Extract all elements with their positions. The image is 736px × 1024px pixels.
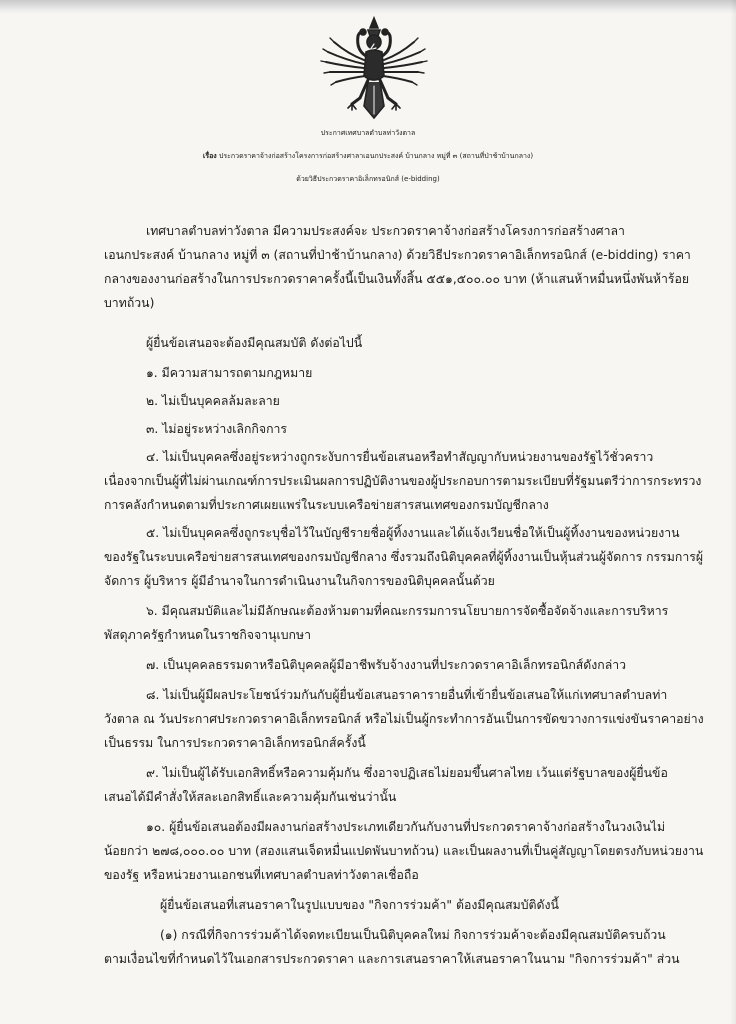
intro-line-4: บาทถ้วน) — [104, 296, 155, 310]
item-1: ๑. มีความสามารถตามกฎหมาย — [146, 366, 313, 380]
item-5-line-3: จัดการ ผู้บริหาร ผู้มีอำนาจในการดำเนินงานในกิจการของนิติบุคคลนั้นด้วย — [104, 574, 495, 588]
subject-line — [0, 147, 736, 165]
item-6-line-1: ๖. มีคุณสมบัติและไม่มีลักษณะต้องห้ามตามที่คณะกรรมการนโยบายการจัดซื้อจัดจ้างและการบริหาร — [146, 604, 669, 618]
item-8-line-2: วังตาล ณ วันประกาศประกวดราคาอิเล็กทรอนิกส์ หรือไม่เป็นผู้กระทำการอันเป็นการขัดขวางการแข่งขันราคาอย่าง — [104, 712, 704, 726]
item-6-line-2: พัสดุภาครัฐกำหนดในราชกิจจานุเบกษา — [104, 628, 311, 642]
qualification-heading: ผู้ยื่นข้อเสนอจะต้องมีคุณสมบัติ ดังต่อไปนี้ — [146, 336, 363, 350]
intro-line-2: เอนกประสงค์ บ้านกลาง หมู่ที่ ๓ (สถานที่ป่าช้าบ้านกลาง) ด้วยวิธีประกวดราคาอิเล็กทรอนิกส์ (e-bidding) ราคา — [104, 248, 691, 262]
intro-line-3: กลางของงานก่อสร้างในการประกวดราคาครั้งนี้เป็นเงินทั้งสิ้น ๕๕๑,๕๐๐.๐๐ บาท (ห้าแสนห้าหมื่นหนึ่งพันห้าร้อย — [104, 272, 690, 286]
item-10-line-2: น้อยกว่า ๒๗๘,๐๐๐.๐๐ บาท (สองแสนเจ็ดหมื่นแปดพันบาทถ้วน) และเป็นผลงานที่เป็นคู่สัญญาโดยตรงกับหน่วยงาน — [104, 844, 704, 858]
announcer-title: ประกาศเทศบาลตำบลท่าวังตาล — [320, 129, 416, 137]
item-10-line-3: ของรัฐ หรือหน่วยงานเอกชนที่เทศบาลตำบลท่าวังตาลเชื่อถือ — [104, 868, 419, 882]
garuda-emblem-icon — [318, 14, 430, 124]
item-4-line-3: การคลังกำหนดตามที่ประกาศเผยแพร่ในระบบเครือข่ายสารสนเทศของกรมบัญชีกลาง — [104, 498, 549, 512]
method-line: ด้วยวิธีประกวดราคาอิเล็กทรอนิกส์ (e-bidding) — [296, 175, 440, 183]
item-4-line-2: เนื่องจากเป็นผู้ที่ไม่ผ่านเกณฑ์การประเมินผลการปฏิบัติงานของผู้ประกอบการตามระเบียบที่รัฐมนตรีว่าการกระทรวง — [104, 474, 702, 488]
item-2: ๒. ไม่เป็นบุคคลล้มละลาย — [146, 394, 280, 408]
garuda-emblem — [318, 14, 430, 124]
item-8-line-3: เป็นธรรม ในการประกวดราคาอิเล็กทรอนิกส์ครั้งนี้ — [104, 736, 366, 750]
joint-venture-heading: ผู้ยื่นข้อเสนอที่เสนอราคาในรูปแบบของ "กิจการร่วมค้า" ต้องมีคุณสมบัติดังนี้ — [160, 898, 559, 912]
item-4-line-1: ๔. ไม่เป็นบุคคลซึ่งอยู่ระหว่างถูกระงับการยื่นข้อเสนอหรือทำสัญญากับหน่วยงานของรัฐไว้ชั่วคราว — [146, 450, 654, 464]
item-10-line-1: ๑๐. ผู้ยื่นข้อเสนอต้องมีผลงานก่อสร้างประเภทเดียวกันกับงานที่ประกวดราคาจ้างก่อสร้างในวงเงินไม่ — [146, 820, 666, 834]
subject-label: เรื่อง — [202, 152, 217, 160]
joint-venture-line-2: ตามเงื่อนไขที่กำหนดไว้ในเอกสารประกวดราคา และการเสนอราคาให้เสนอราคาในนาม "กิจการร่วมค้า" ส่วน — [104, 952, 680, 966]
item-3: ๓. ไม่อยู่ระหว่างเลิกกิจการ — [146, 422, 288, 436]
intro-line-1: เทศบาลตำบลท่าวังตาล มีความประสงค์จะ ประกวดราคาจ้างก่อสร้างโครงการก่อสร้างศาลา — [146, 224, 625, 238]
item-9-line-2: เสนอได้มีคำสั่งให้สละเอกสิทธิ์และความคุ้มกันเช่นว่านั้น — [104, 790, 397, 804]
subject-text: ประกวดราคาจ้างก่อสร้างโครงการก่อสร้างศาลาเอนกประสงค์ บ้านกลาง หมู่ที่ ๓ (สถานที่ป่าช้าบ้านกลาง) — [218, 152, 534, 160]
joint-venture-line-1: (๑) กรณีที่กิจการร่วมค้าได้จดทะเบียนเป็นนิติบุคคลใหม่ กิจการร่วมค้าจะต้องมีคุณสมบัติครบถ้วน — [160, 928, 666, 942]
item-5-line-1: ๕. ไม่เป็นบุคคลซึ่งถูกระบุชื่อไว้ในบัญชีรายชื่อผู้ทิ้งงานและได้แจ้งเวียนชื่อให้เป็นผู้ทิ้งงานของหน่วยงาน — [146, 526, 680, 540]
item-7: ๗. เป็นบุคคลธรรมดาหรือนิติบุคคลผู้มีอาชีพรับจ้างงานที่ประกวดราคาอิเล็กทรอนิกส์ดังกล่าว — [146, 658, 627, 672]
item-8-line-1: ๘. ไม่เป็นผู้มีผลประโยชน์ร่วมกันกับผู้ยื่นข้อเสนอราคารายอื่นที่เข้ายื่นข้อเสนอให้แก่เทศบาลตำบลท่า — [146, 688, 668, 702]
item-9-line-1: ๙. ไม่เป็นผู้ได้รับเอกสิทธิ์หรือความคุ้มกัน ซึ่งอาจปฏิเสธไม่ยอมขึ้นศาลไทย เว้นแต่รัฐบาลของผู้ยื่นข้อ — [146, 766, 668, 780]
item-5-line-2: ของรัฐในระบบเครือข่ายสารสนเทศของกรมบัญชีกลาง ซึ่งรวมถึงนิติบุคคลที่ผู้ทิ้งงานเป็นหุ้นส่วนผู้จัดการ กรรมการผู้ — [104, 550, 704, 564]
